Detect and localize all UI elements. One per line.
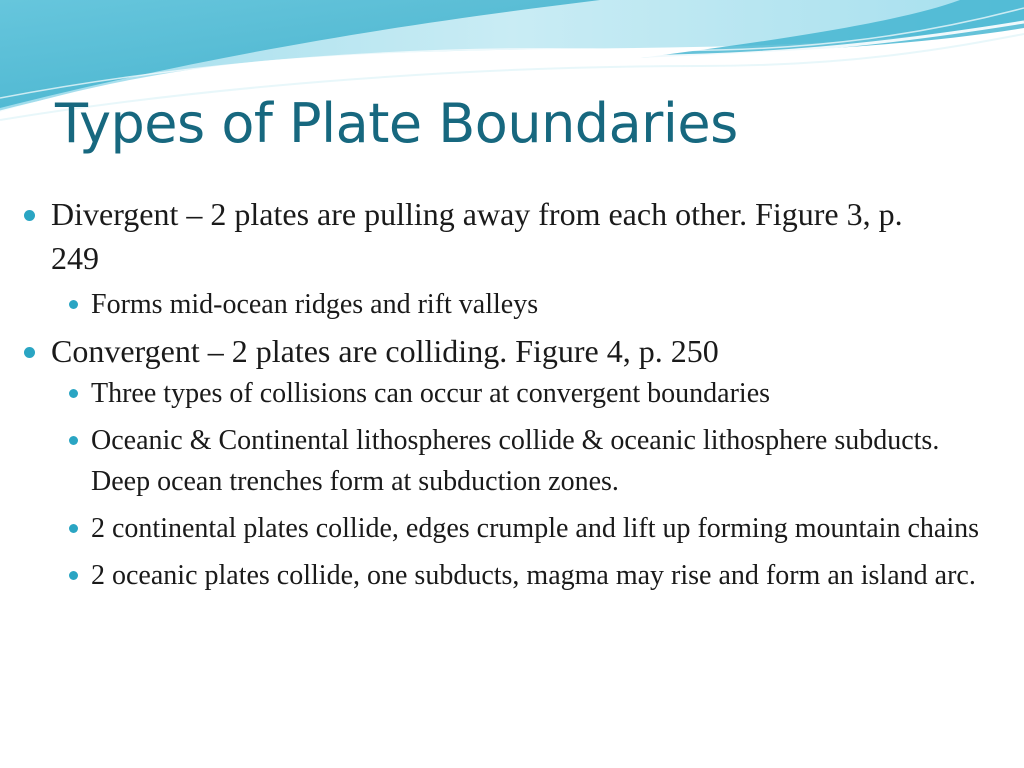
bullet-dot-icon — [69, 436, 78, 445]
bullet-dot-icon — [69, 389, 78, 398]
bullet-dot-icon — [24, 347, 35, 358]
bullet-dot-icon — [69, 571, 78, 580]
bullet-dot-icon — [69, 524, 78, 533]
bullet-text: 2 oceanic plates collide, one subducts, magma may rise and form an island arc. — [91, 560, 976, 591]
bullet-text: 2 continental plates collide, edges crumple and lift up forming mountain chains — [91, 513, 979, 544]
bullet-dot-icon — [69, 300, 78, 309]
sub-bullet-continental-continental — [0, 508, 981, 549]
slide-title: Types of Plate Boundaries — [55, 92, 738, 155]
bullet-dot-icon — [24, 210, 35, 221]
bullet-text: Convergent – 2 plates are colliding. Figure 4, p. 250 — [51, 333, 719, 369]
bullet-convergent — [0, 329, 951, 373]
bullet-text: Oceanic & Continental lithospheres collide & oceanic lithosphere subducts. Deep ocean trenches form at subduction zones. — [91, 425, 940, 497]
bullet-text: Forms mid-ocean ridges and rift valleys — [91, 289, 539, 320]
bullet-text: Three types of collisions can occur at convergent boundaries — [91, 378, 771, 409]
sub-bullet-three-types — [0, 373, 981, 414]
bullet-text: Divergent – 2 plates are pulling away from each other. Figure 3, p. 249 — [51, 196, 903, 276]
sub-bullet-ridges — [0, 284, 981, 325]
sub-bullet-oceanic-oceanic — [0, 555, 981, 596]
sub-bullet-oceanic-continental — [0, 420, 981, 502]
bullet-divergent — [0, 192, 951, 280]
slide-body — [0, 192, 1024, 596]
